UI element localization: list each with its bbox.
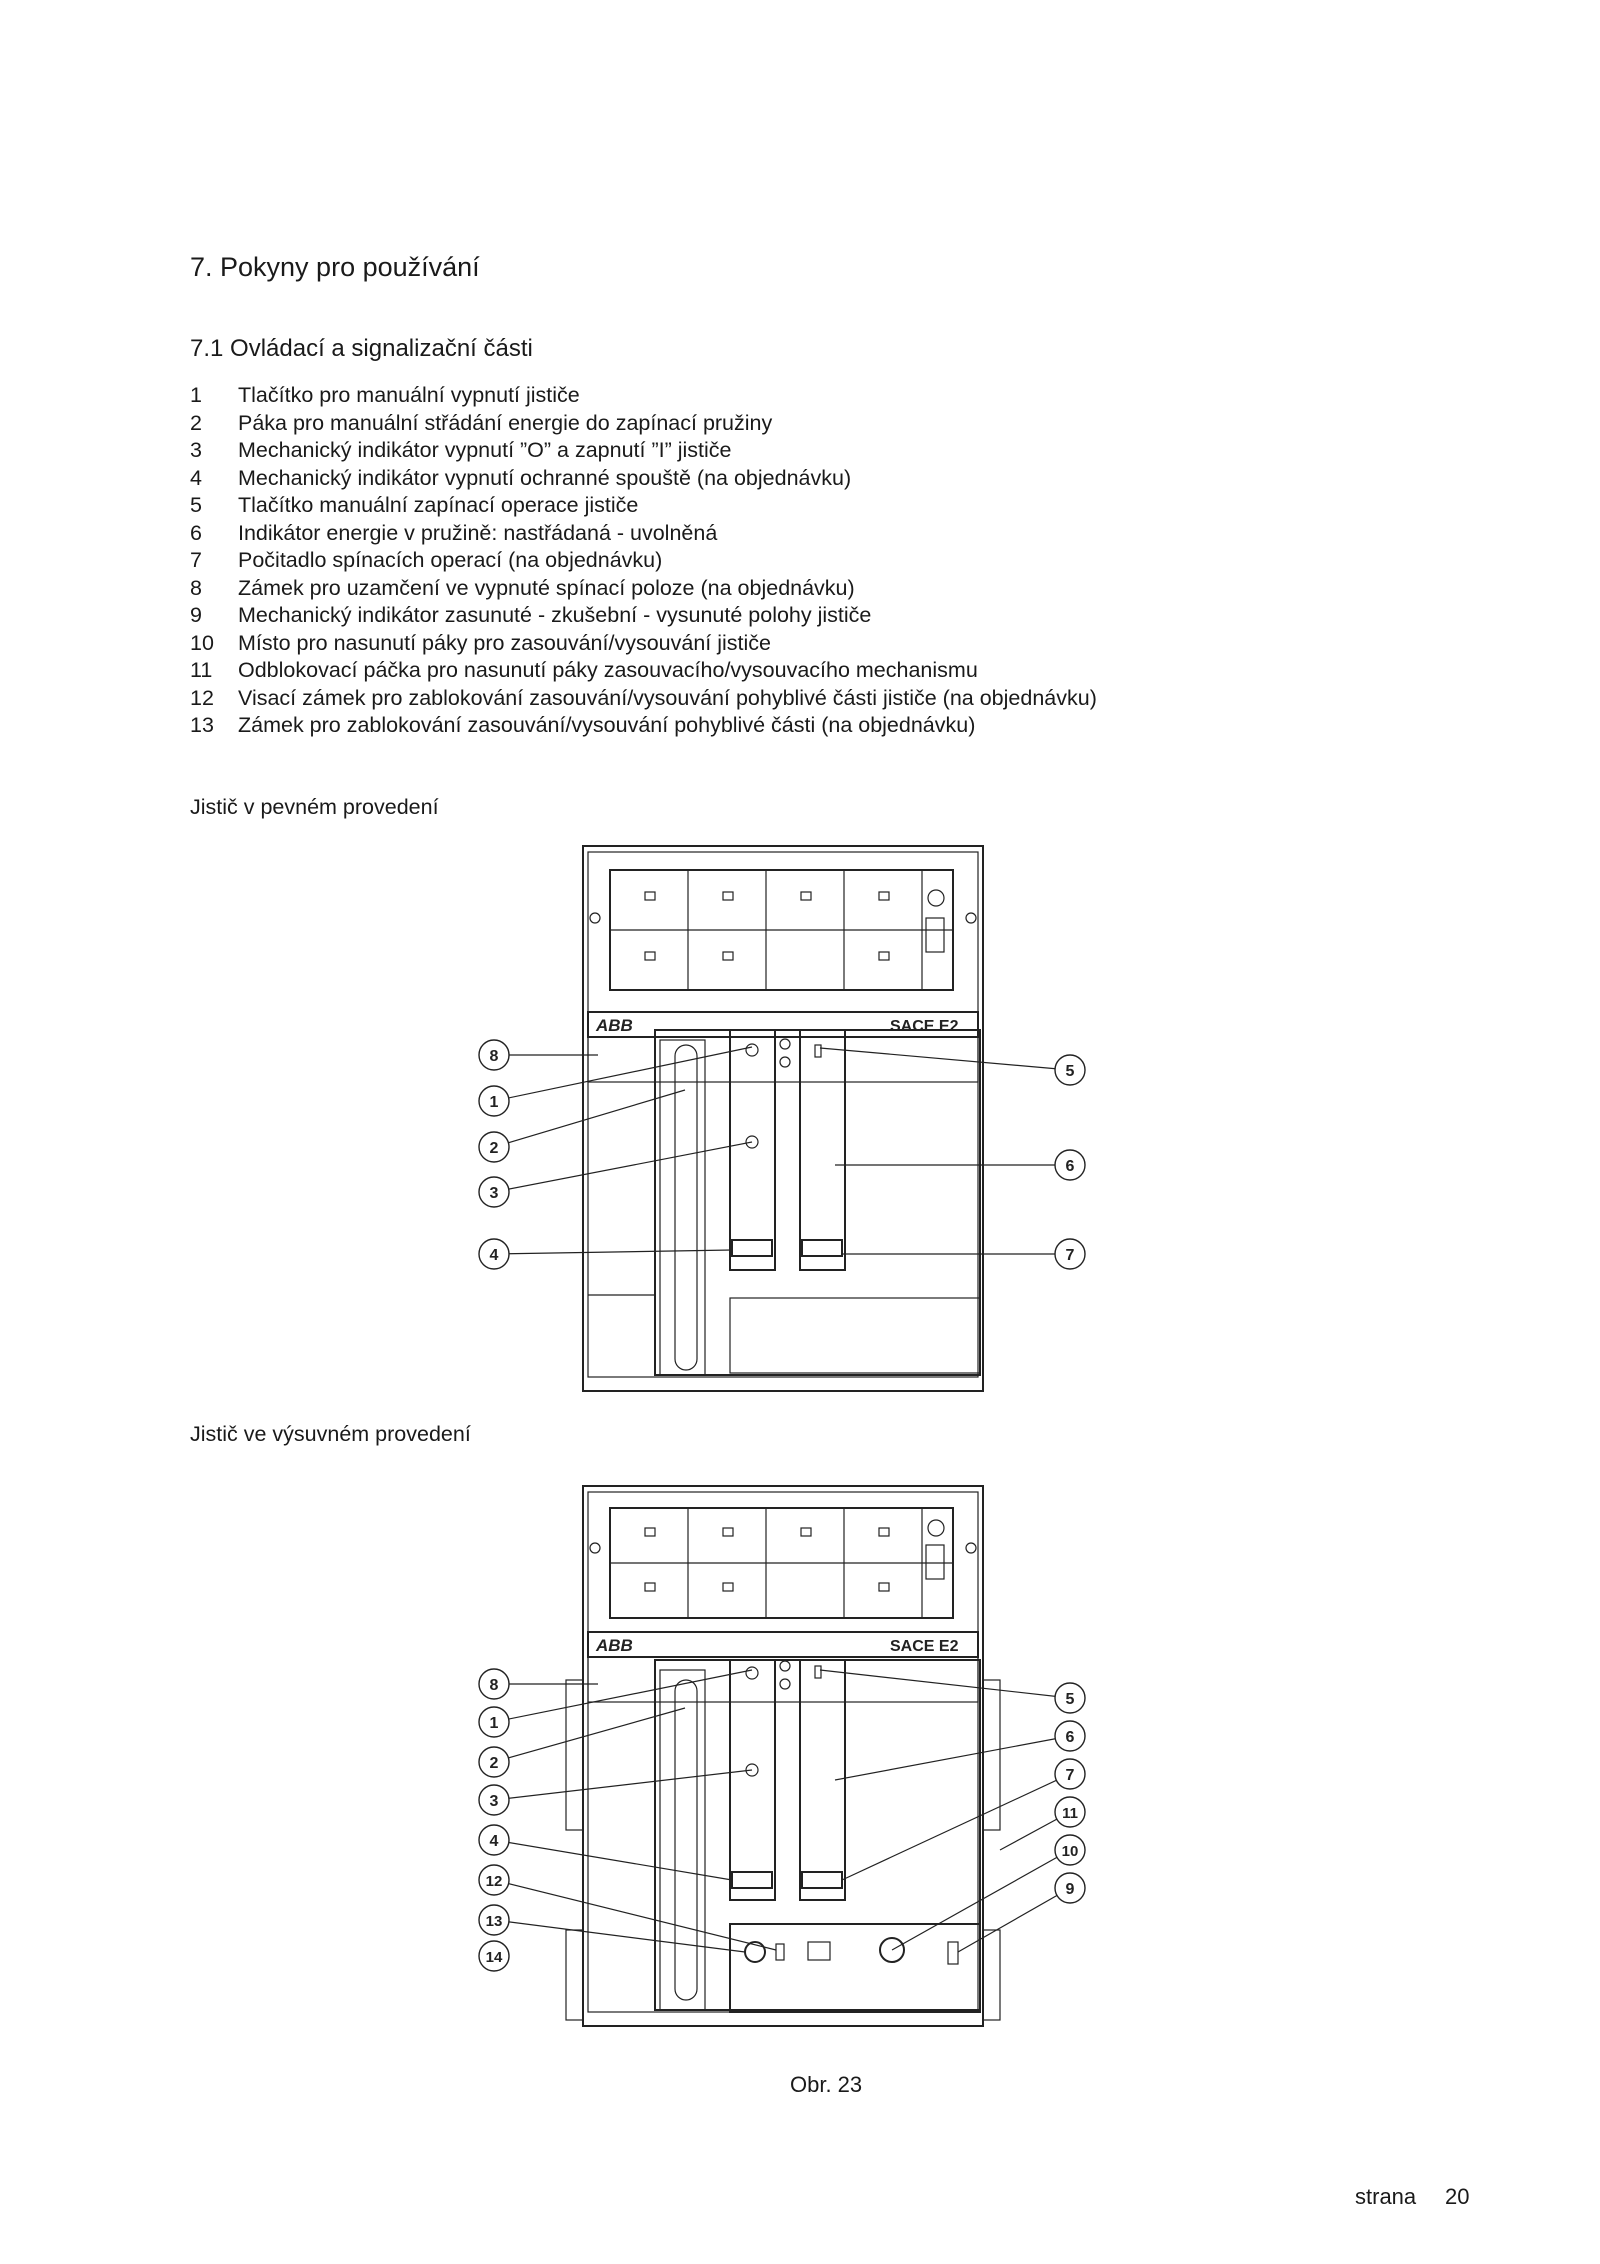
legend-item — [190, 465, 1097, 493]
legend-item-text: Visací zámek pro zablokování zasouvání/vysouvání pohyblivé části jističe (na objednávku) — [238, 685, 1097, 710]
figure1-brand: ABB — [596, 1016, 633, 1035]
subsection-heading: 7.1 Ovládací a signalizační části — [190, 335, 533, 362]
figure2-model: SACE E2 — [890, 1638, 959, 1655]
legend-item — [190, 575, 1097, 603]
svg-text:1: 1 — [489, 1715, 499, 1732]
figure2-callout-4 — [479, 1825, 509, 1855]
legend-item — [190, 630, 1097, 658]
legend-item-number: 6 — [190, 520, 202, 545]
svg-text:11: 11 — [1062, 1805, 1078, 1822]
legend-item — [190, 602, 1097, 630]
figure2-callout-8 — [479, 1669, 509, 1699]
legend-item-number: 5 — [190, 493, 202, 517]
legend-item-text: Zámek pro uzamčení ve vypnuté spínací poloze (na objednávku) — [238, 575, 855, 600]
svg-text:4: 4 — [489, 1247, 499, 1264]
figure2-callout-9 — [1055, 1873, 1085, 1903]
figure1-callout-7 — [1055, 1239, 1085, 1269]
figure2-callout-12 — [479, 1865, 509, 1895]
page-number: 20 — [1445, 2184, 1470, 2209]
svg-text:6: 6 — [1065, 1158, 1075, 1175]
figure1-callout-6 — [1055, 1150, 1085, 1180]
figure2-callout-7 — [1055, 1759, 1085, 1789]
figure2-callout-2 — [479, 1747, 509, 1777]
legend-item — [190, 657, 1097, 685]
svg-text:2: 2 — [489, 1140, 499, 1157]
svg-text:2: 2 — [489, 1755, 499, 1772]
legend-item — [190, 685, 1097, 713]
legend-item-text: Indikátor energie v pružině: nastřádaná - uvolněná — [238, 520, 718, 545]
legend-item — [190, 437, 1097, 465]
page-label: strana — [1355, 2184, 1417, 2209]
legend-item-text: Zámek pro zablokování zasouvání/vysouvání pohyblivé části (na objednávku) — [238, 713, 976, 737]
legend-item — [190, 492, 1097, 520]
figure-label: Obr. 23 — [790, 2072, 863, 2097]
legend-item — [190, 382, 1097, 410]
svg-text:14: 14 — [485, 1949, 503, 1966]
figure1-callout-1 — [479, 1086, 509, 1116]
legend-item — [190, 520, 1097, 548]
figure2-callout-14 — [479, 1941, 509, 1971]
legend-item-text: Tlačítko manuální zapínací operace jističe — [238, 493, 639, 517]
legend-item-text: Mechanický indikátor vypnutí ochranné spouště (na objednávku) — [238, 465, 852, 490]
figure2-callout-1 — [479, 1707, 509, 1737]
figure1-callout-5 — [1055, 1055, 1085, 1085]
legend-item-number: 7 — [190, 548, 202, 572]
svg-text:3: 3 — [489, 1793, 499, 1810]
svg-text:13: 13 — [485, 1913, 503, 1930]
svg-text:1: 1 — [489, 1094, 499, 1111]
legend-item-number: 1 — [190, 383, 202, 407]
legend-item-number: 13 — [190, 713, 214, 737]
svg-text:8: 8 — [489, 1677, 499, 1694]
legend-list — [190, 382, 1097, 740]
figure2-drawing — [470, 1480, 1110, 2060]
legend-item-text: Počitadlo spínacích operací (na objednávku) — [238, 548, 663, 572]
legend-item-text: Páka pro manuální střádání energie do zapínací pružiny — [238, 410, 773, 435]
legend-item-number: 11 — [190, 658, 213, 682]
figure2-brand: ABB — [596, 1636, 633, 1655]
legend-item-text: Tlačítko pro manuální vypnutí jističe — [238, 383, 580, 407]
svg-text:5: 5 — [1065, 1063, 1075, 1080]
figure2-callout-11 — [1055, 1797, 1085, 1827]
figure1-drawing — [470, 840, 1110, 1400]
svg-text:9: 9 — [1065, 1881, 1075, 1898]
figure2-callout-3 — [479, 1785, 509, 1815]
figure2-callout-5 — [1055, 1683, 1085, 1713]
section-heading: 7. Pokyny pro používání — [190, 252, 480, 282]
legend-item — [190, 712, 1097, 740]
figure1-model: SACE E2 — [890, 1018, 959, 1035]
legend-item-text: Mechanický indikátor vypnutí ”O” a zapnutí ”I” jističe — [238, 438, 732, 462]
legend-item-number: 8 — [190, 575, 202, 600]
figure1-callout-4 — [479, 1239, 509, 1269]
legend-item-number: 4 — [190, 465, 202, 490]
legend-item-number: 10 — [190, 630, 214, 655]
legend-item-text: Odblokovací páčka pro nasunutí páky zasouvacího/vysouvacího mechanismu — [238, 658, 978, 682]
figure2-callout-10 — [1055, 1835, 1085, 1865]
legend-item-number: 9 — [190, 603, 202, 627]
figure1-callout-2 — [479, 1132, 509, 1162]
legend-item-number: 3 — [190, 438, 202, 462]
figure1-callout-8 — [479, 1040, 509, 1070]
legend-item-text: Mechanický indikátor zasunuté - zkušební - vysunuté polohy jističe — [238, 603, 872, 627]
figure2-callout-13 — [479, 1905, 509, 1935]
legend-item — [190, 547, 1097, 575]
figure1-caption: Jistič v pevném provedení — [190, 795, 439, 819]
svg-text:5: 5 — [1065, 1691, 1075, 1708]
svg-text:10: 10 — [1061, 1843, 1079, 1860]
svg-text:4: 4 — [489, 1833, 499, 1850]
svg-text:12: 12 — [485, 1873, 503, 1890]
figure1-callout-3 — [479, 1177, 509, 1207]
svg-text:3: 3 — [489, 1185, 499, 1202]
legend-item — [190, 410, 1097, 438]
svg-text:6: 6 — [1065, 1729, 1075, 1746]
figure2-callout-6 — [1055, 1721, 1085, 1751]
legend-item-text: Místo pro nasunutí páky pro zasouvání/vysouvání jističe — [238, 630, 771, 655]
legend-item-number: 12 — [190, 685, 214, 710]
svg-text:7: 7 — [1065, 1247, 1075, 1264]
figure2-caption: Jistič ve výsuvném provedení — [190, 1422, 471, 1446]
svg-text:8: 8 — [489, 1048, 499, 1065]
svg-text:7: 7 — [1065, 1767, 1075, 1784]
legend-item-number: 2 — [190, 410, 202, 435]
